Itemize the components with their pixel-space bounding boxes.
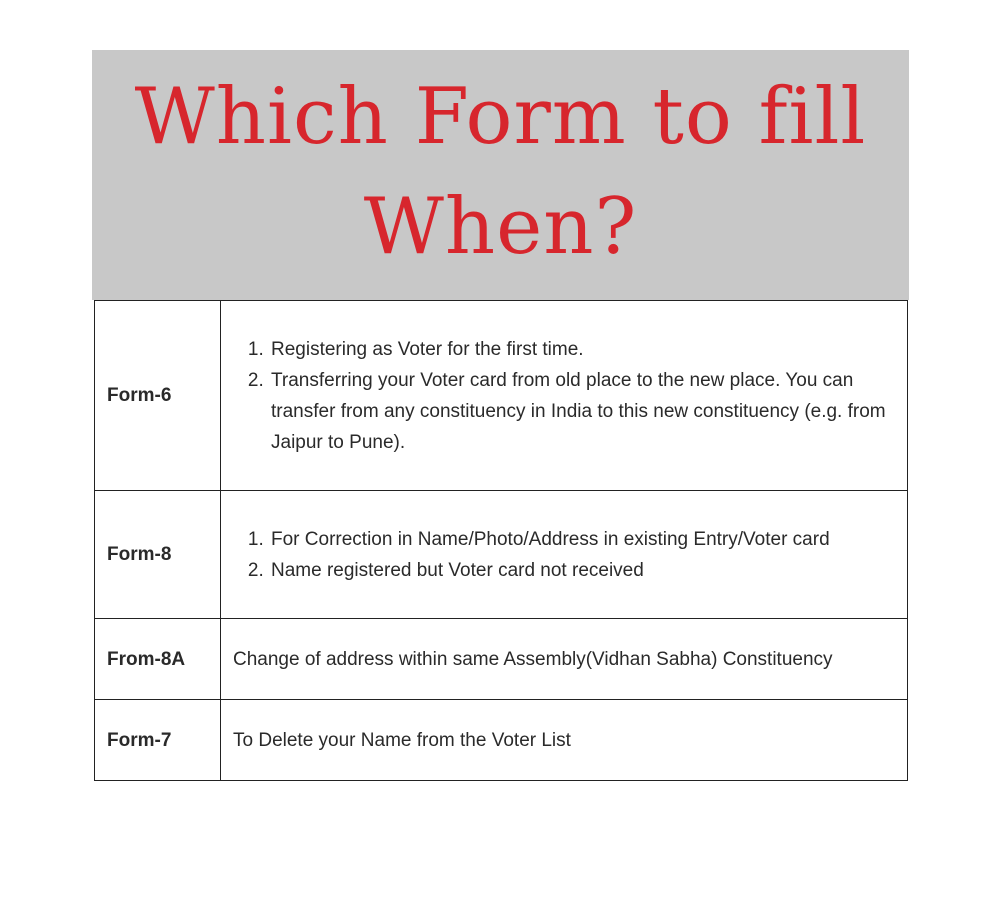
form-name-cell: Form-8 xyxy=(95,491,221,619)
form-name-cell: From-8A xyxy=(95,619,221,700)
table-row xyxy=(95,301,908,491)
title-line-2: When? xyxy=(363,182,638,272)
form-description-cell xyxy=(221,301,908,491)
description-list xyxy=(233,334,897,458)
form-description-cell: Change of address within same Assembly(Vidhan Sabha) Constituency xyxy=(221,619,908,700)
table-row xyxy=(95,491,908,619)
title-banner xyxy=(92,50,909,300)
form-description-cell: To Delete your Name from the Voter List xyxy=(221,700,908,781)
list-item: 1. For Correction in Name/Photo/Address in existing Entry/Voter card xyxy=(269,524,897,555)
title-line-1: Which Form to fill xyxy=(134,72,867,162)
form-name-cell: Form-7 xyxy=(95,700,221,781)
description-list xyxy=(233,524,897,586)
list-item: 2. Name registered but Voter card not received xyxy=(269,555,897,586)
form-description-cell xyxy=(221,491,908,619)
forms-table xyxy=(94,300,908,781)
list-item: 2. Transferring your Voter card from old place to the new place. You can transfer from any constituency in India to this new constituency (e.g. from Jaipur to Pune). xyxy=(269,365,897,458)
table-row xyxy=(95,619,908,700)
table-row xyxy=(95,700,908,781)
form-name-cell: Form-6 xyxy=(95,301,221,491)
list-item: 1. Registering as Voter for the first time. xyxy=(269,334,897,365)
